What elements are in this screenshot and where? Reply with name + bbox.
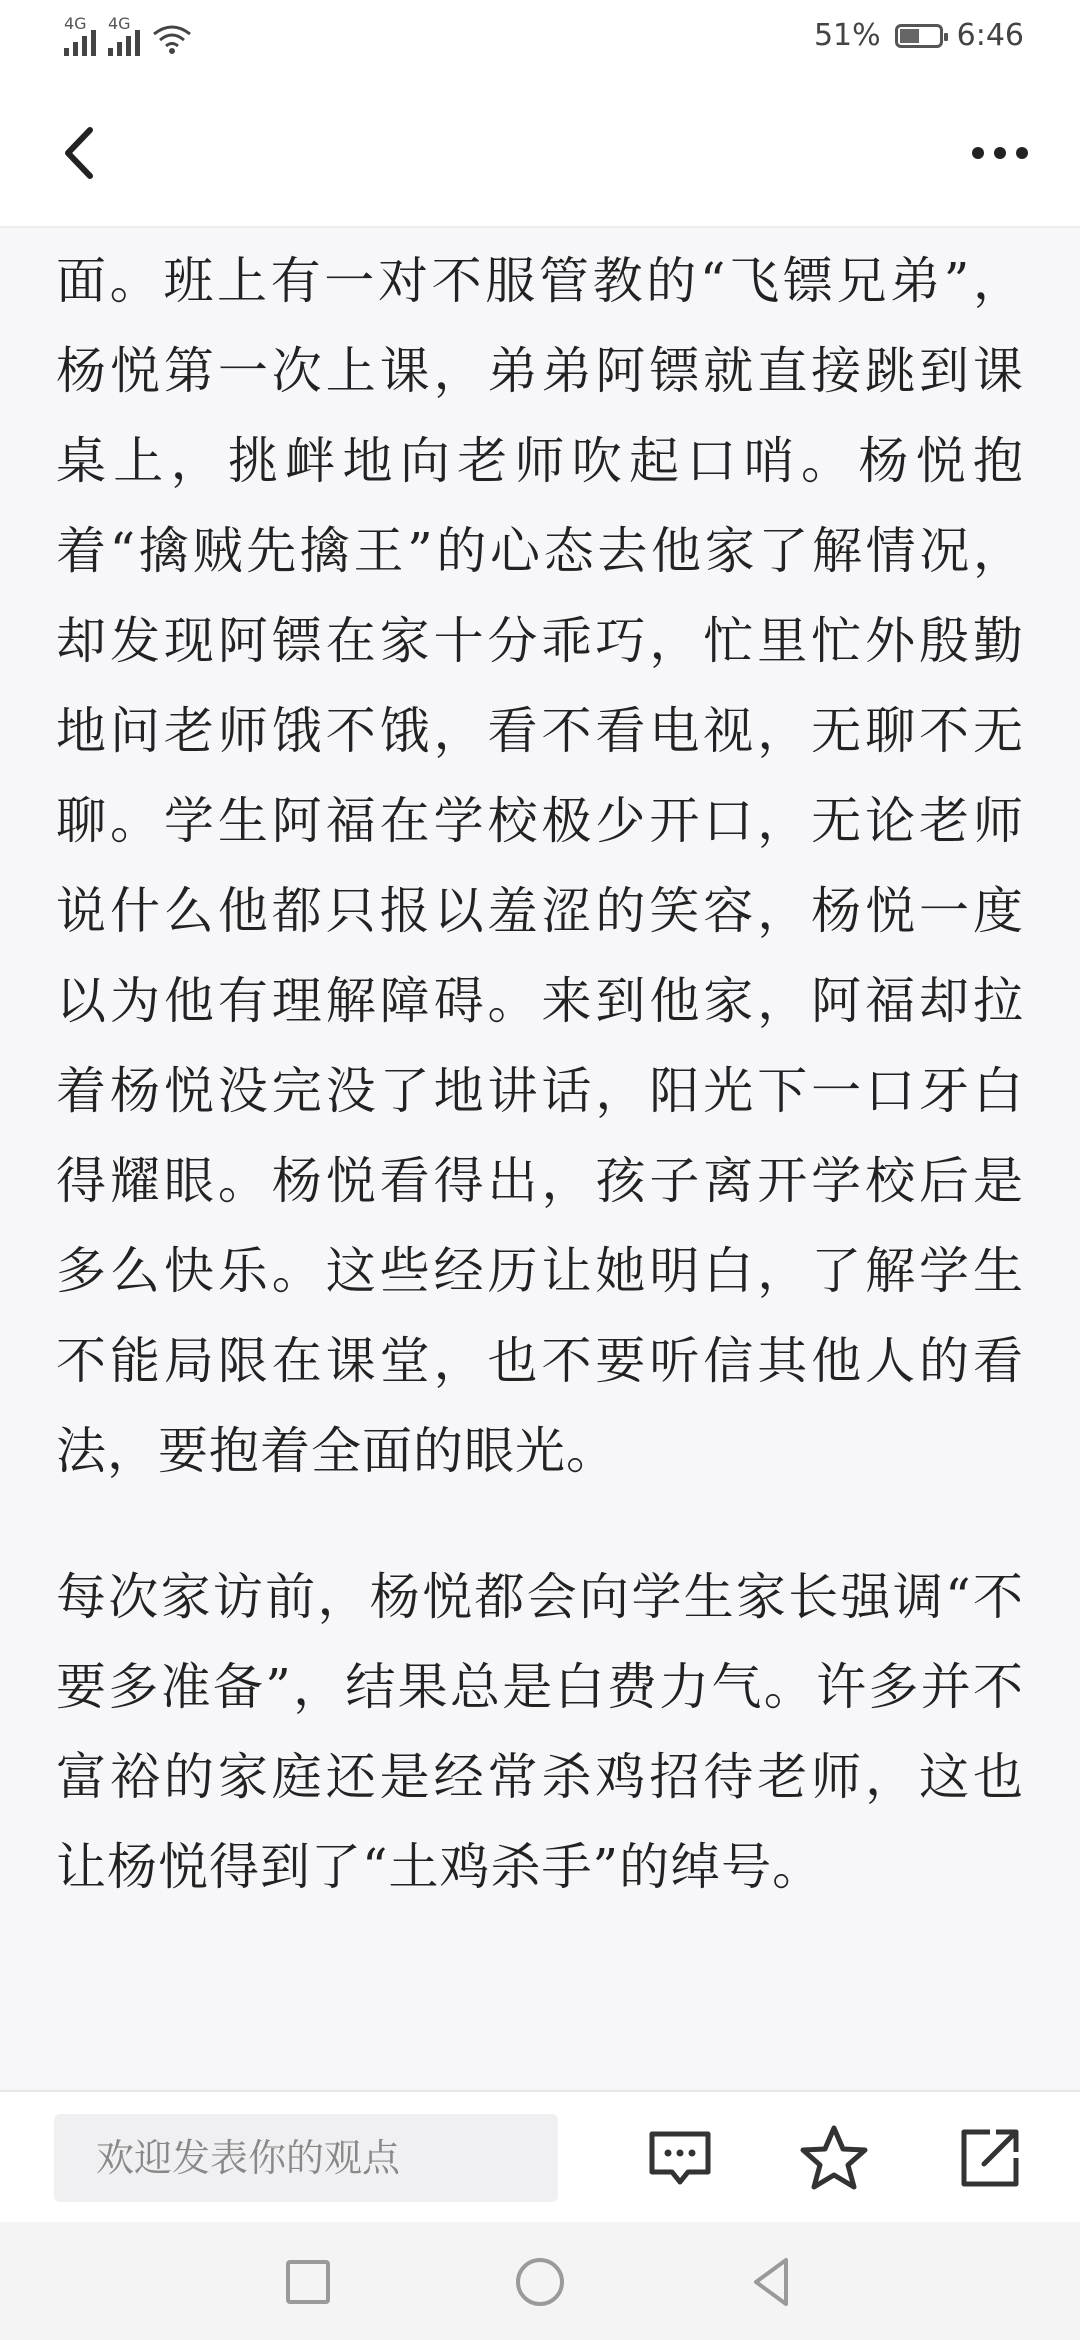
back-button[interactable]	[48, 118, 118, 188]
article-paragraph: 面。班上有一对不服管教的“飞镖兄弟”，杨悦第一次上课，弟弟阿镖就直接跳到课桌上，挑衅地向老师吹起口哨。杨悦抱着“擒贼先擒王”的心态去他家了解情况，却发现阿镖在家十分乖巧，忙里忙外殷勤地问老师饿不饿，看不看电视，无聊不无聊。学生阿福在学校极少开口，无论老师说什么他都只报以羞涩的笑容，杨悦一度以为他有理解障碍。来到他家，阿福却拉着杨悦没完没了地讲话，阳光下一口牙白得耀眼。杨悦看得出，孩子离开学校后是多么快乐。这些经历让她明白，了解学生不能局限在课堂，也不要听信其他人的看法，要抱着全面的眼光。	[56, 252, 1024, 1480]
signal-indicators	[64, 16, 192, 56]
comment-bar	[0, 2090, 1080, 2224]
circle-icon	[510, 2252, 570, 2312]
comment-input[interactable]: 欢迎发表你的观点	[54, 2114, 558, 2202]
more-button[interactable]	[960, 128, 1040, 178]
share-button[interactable]	[954, 2122, 1026, 2194]
battery-percent: 51%	[813, 18, 881, 53]
triangle-back-icon	[742, 2252, 802, 2312]
system-nav-bar	[0, 2222, 1080, 2340]
chevron-left-icon	[48, 118, 118, 188]
square-icon	[278, 2252, 338, 2312]
status-bar	[0, 0, 1080, 80]
comment-button[interactable]	[644, 2122, 716, 2194]
article-paragraph: 每次家访前，杨悦都会向学生家长强调“不要多准备”，结果总是白费力气。许多并不富裕的家庭还是经常杀鸡招待老师，这也让杨悦得到了“土鸡杀手”的绰号。	[56, 1568, 1024, 1896]
comment-icon	[644, 2122, 716, 2194]
status-right	[814, 18, 1024, 53]
home-button[interactable]	[510, 2252, 570, 2312]
nav-back-button[interactable]	[742, 2252, 802, 2312]
recent-apps-button[interactable]	[278, 2252, 338, 2312]
favorite-button[interactable]	[798, 2122, 870, 2194]
top-bar	[0, 80, 1080, 228]
signal-icon: 4G	[64, 16, 96, 56]
more-horizontal-icon	[972, 147, 984, 159]
wifi-icon	[152, 24, 192, 56]
star-icon	[798, 2122, 870, 2194]
share-icon	[954, 2122, 1026, 2194]
battery-icon	[895, 24, 943, 48]
article-body[interactable]	[0, 228, 1080, 2090]
clock: 6:46	[956, 18, 1024, 53]
signal-icon: 4G	[108, 16, 140, 56]
